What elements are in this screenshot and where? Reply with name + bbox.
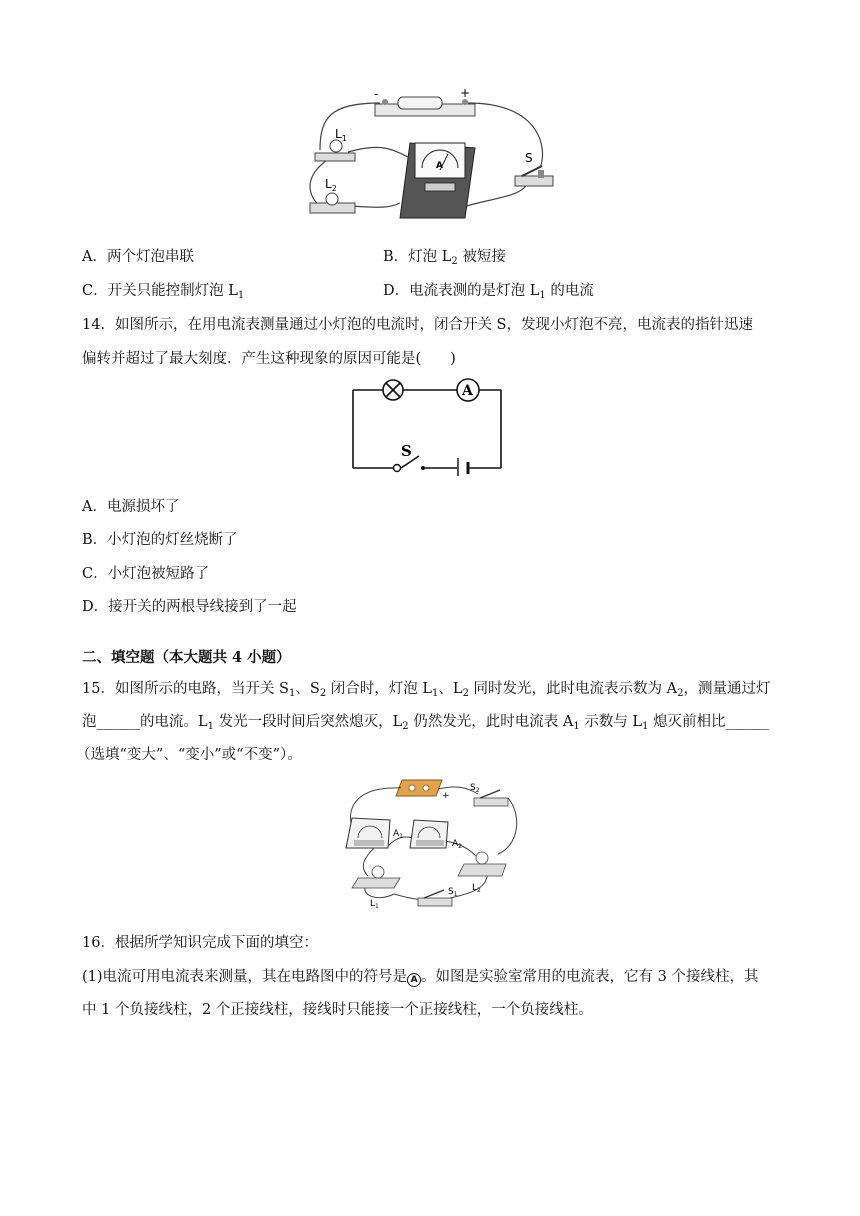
q13-circuit-figure — [290, 88, 570, 228]
q15-l1-c: 闭合时，灯泡 L — [326, 681, 433, 697]
fig15-s2-sub: 2 — [475, 787, 480, 794]
q14-option-b: B．小灯泡的灯丝烧断了 — [82, 532, 238, 548]
switch-icon — [515, 166, 553, 186]
q15-l1-e: 同时发光，此时电流表示数为 A — [468, 681, 678, 697]
svg-text:A1 — [393, 829, 403, 840]
fig15-l1: L — [370, 899, 376, 909]
battery-plus-label: + — [460, 88, 471, 100]
fig15-s1: S — [448, 887, 454, 897]
svg-text:L1 — [370, 899, 379, 910]
q14-stem-line1: 14．如图所示，在用电流表测量通过小灯泡的电流时，闭合开关 S，发现小灯泡不亮，电流表的指针迅速 — [82, 317, 753, 333]
q15-stem-line2 — [82, 711, 769, 733]
q15-l1-l2: 2 — [462, 688, 469, 699]
battery-holder-icon — [396, 780, 442, 796]
section-two-title: 二、填空题（本大题共 4 小题） — [82, 649, 291, 666]
q15-l1-b: 、S — [295, 681, 320, 697]
svg-text:L2 — [325, 177, 337, 193]
q13-option-b — [383, 246, 506, 268]
fig13-l2-sub: 2 — [331, 184, 337, 193]
q13-option-b-sub: 2 — [451, 256, 458, 267]
q15-l1-s1: 1 — [289, 688, 296, 699]
q13-option-a: A．两个灯泡串联 — [82, 249, 194, 265]
q13-option-c-sub: 1 — [237, 290, 245, 301]
fig15-l2-sub: 2 — [477, 887, 481, 894]
q13-option-d-post: 的电流 — [545, 283, 594, 299]
q15-l2-l2: 2 — [402, 721, 409, 732]
lamp-l1-icon — [315, 140, 355, 161]
fig15-l2: L — [472, 883, 478, 893]
lamp-l2-icon — [458, 852, 506, 876]
q15-l2-d: 示数与 L — [579, 714, 643, 730]
q16-stem-line1: 16．根据所学知识完成下面的填空： — [82, 935, 318, 951]
fig15-s2: S — [470, 783, 476, 793]
q15-l1-s2: 2 — [319, 688, 327, 699]
q15-l1-d: 、L — [438, 681, 463, 697]
q15-l2-e: 熄灭前相比______ — [648, 714, 770, 730]
q15-l2-l1b: 1 — [642, 721, 649, 732]
fig15-minus: - — [398, 783, 402, 793]
fig13-l1-sub: 1 — [341, 134, 347, 143]
q15-l1-a2: 2 — [677, 688, 684, 699]
fig15-a2-sub: 2 — [458, 843, 462, 850]
q13-option-c-text: C．开关只能控制灯泡 L — [82, 283, 238, 299]
fig15-a2: A — [452, 839, 459, 849]
q15-l2-c: 仍然发光，此时电流表 A — [408, 714, 574, 730]
svg-text:L1 — [335, 127, 347, 143]
fig13-s-label: S — [525, 151, 533, 165]
q15-l1-f: ，测量通过灯 — [683, 681, 771, 697]
q15-l1-a: 15．如图所示的电路，当开关 S — [82, 681, 289, 697]
q16-l2-b: 。如图是实验室常用的电流表，它有 3 个接线柱，其 — [421, 969, 759, 985]
q15-l2-l1: 1 — [207, 721, 215, 732]
battery-minus-label: - — [374, 88, 379, 101]
ammeter-symbol-icon: A — [407, 973, 421, 987]
fig15-a1-sub: 1 — [399, 833, 403, 840]
switch-s1-icon — [418, 890, 452, 906]
lamp-l1-icon — [352, 866, 400, 888]
fig14-s-label: S — [401, 442, 412, 460]
ammeter-a2-icon — [410, 820, 448, 848]
lamp-l2-icon — [310, 193, 355, 213]
q15-l2-a1: 1 — [573, 721, 580, 732]
ammeter-icon — [400, 143, 475, 218]
ammeter-a1-icon — [346, 818, 390, 848]
q13-option-d-text: D．电流表测的是灯泡 L — [383, 283, 540, 299]
q15-circuit-figure — [338, 776, 528, 910]
q15-stem-line3: （选填“变大”、“变小”或“不变”）。 — [76, 747, 302, 763]
svg-text:S2 — [470, 783, 480, 794]
switch-symbol-icon — [394, 465, 426, 472]
q13-option-b-post: 被短接 — [457, 249, 506, 265]
q15-l2-b: 发光一段时间后突然熄灭，L — [214, 714, 403, 730]
q13-option-b-text: B．灯泡 L — [383, 249, 452, 265]
q14-stem-line2: 偏转并超过了最大刻度．产生这种现象的原因可能是( ) — [82, 351, 456, 367]
q13-option-d-sub: 1 — [539, 290, 546, 301]
q16-stem-line3: 中 1 个负接线柱，2 个正接线柱，接线时只能接一个正接线柱，一个负接线柱。 — [82, 1002, 593, 1018]
q15-stem-line1 — [82, 678, 771, 700]
battery-symbol-icon — [458, 458, 468, 476]
q13-option-c — [82, 280, 244, 302]
fig15-plus: + — [442, 791, 450, 801]
q14-option-c: C．小灯泡被短路了 — [82, 566, 210, 582]
q15-l2-a: 泡______的电流。L — [82, 714, 208, 730]
fig15-s1-sub: 1 — [453, 891, 458, 898]
q14-option-d: D．接开关的两根导线接到了一起 — [82, 599, 297, 615]
q14-circuit-diagram — [345, 376, 510, 476]
fig13-l1-label: L — [335, 127, 342, 141]
svg-text:L2 — [472, 883, 481, 894]
fig13-l2-label: L — [325, 177, 332, 191]
q16-stem-line2 — [82, 966, 759, 988]
fig15-a1: A — [393, 829, 400, 839]
q16-l2-a: (1)电流可用电流表来测量，其在电路图中的符号是 — [82, 969, 408, 985]
fig15-l1-sub: 1 — [375, 903, 379, 910]
fig13-meter-label: A — [436, 161, 443, 171]
lamp-symbol-icon — [383, 380, 403, 400]
q13-option-d — [383, 280, 594, 302]
svg-text:A2 — [452, 839, 462, 850]
svg-text:S1 — [448, 887, 458, 898]
q15-l1-l1: 1 — [432, 688, 439, 699]
fig14-a-label: A — [462, 383, 473, 399]
q14-option-a: A．电源损坏了 — [82, 499, 180, 515]
